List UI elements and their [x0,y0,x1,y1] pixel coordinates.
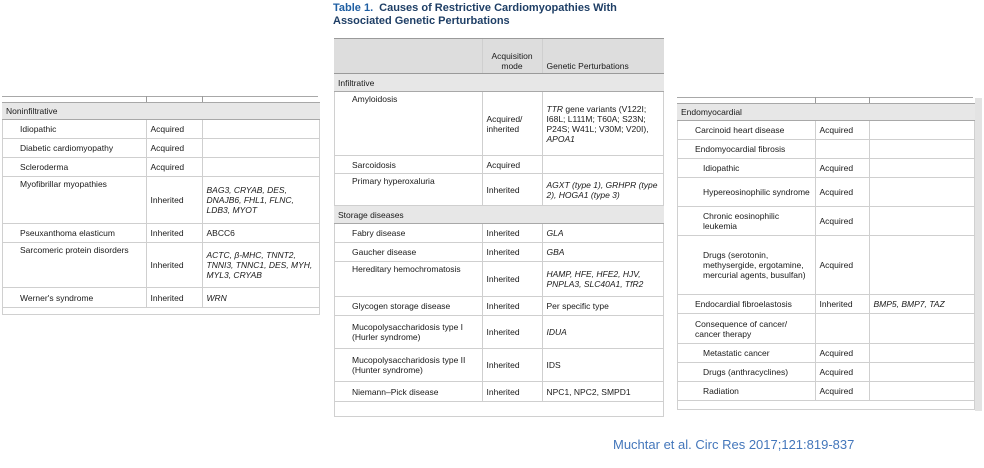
genetic-perturbations: ABCC6 [202,224,320,243]
disease-name: Carcinoid heart disease [677,121,815,140]
genetic-perturbations: Per specific type [542,297,664,316]
disease-name: Scleroderma [2,158,146,177]
table-number: Table 1. [333,2,374,14]
disease-name: Amyloidosis [334,92,482,156]
genetic-perturbations: ACTC, β-MHC, TNNT2, TNNI3, TNNC1, DES, MYH, MYL3, CRYAB [202,243,320,288]
table-row [334,297,664,316]
table-row [677,236,975,295]
acquisition-mode: Acquired [815,344,869,363]
disease-name: Idiopathic [677,159,815,178]
gene-ttr: TTR [546,103,564,114]
table-row [2,139,320,158]
acquisition-mode: Inherited [482,262,542,297]
genetic-perturbations: WRN [202,288,320,308]
genetic-perturbations [869,121,975,140]
table-row [2,288,320,308]
left-table [2,102,320,308]
disease-name: Idiopathic [2,120,146,139]
acquisition-mode: Inherited [146,177,202,224]
genetic-perturbations [202,158,320,177]
table-row [334,174,664,206]
genetic-perturbations [869,140,975,159]
genetic-perturbations [869,344,975,363]
left-table-top-rule [2,96,318,97]
acquisition-mode: Acquired [815,207,869,236]
acquisition-mode: Inherited [482,243,542,262]
genetic-perturbations: GLA [542,224,664,243]
section-row [334,74,664,92]
table-row [334,316,664,349]
disease-name: Primary hyperoxaluria [334,174,482,206]
genetic-perturbations: BMP5, BMP7, TAZ [869,295,975,314]
right-table-top-rule [677,97,973,98]
header-genetic-perturbations: Genetic Perturbations [542,39,664,74]
table-row [334,382,664,402]
table-row [677,121,975,140]
disease-name: Pseuxanthoma elasticum [2,224,146,243]
genetic-perturbations [869,363,975,382]
genetic-perturbations [869,159,975,178]
genetic-perturbations [869,178,975,207]
header-acquisition-mode: Acquisition mode [482,39,542,74]
section-row [334,206,664,224]
acquisition-mode: Inherited [482,174,542,206]
genetic-perturbations [542,92,664,156]
acquisition-mode: Acquired/ inherited [482,92,542,156]
genetic-perturbations: AGXT (type 1), GRHPR (type 2), HOGA1 (type 3) [542,174,664,206]
table-row [677,295,975,314]
disease-name: Drugs (serotonin, methysergide, ergotamine, mercurial agents, busulfan) [677,236,815,295]
genetic-perturbations [869,207,975,236]
acquisition-mode: Inherited [482,297,542,316]
disease-name: Endomyocardial fibrosis [677,140,815,159]
disease-name: Mucopolysaccharidosis type II (Hunter syndrome) [334,349,482,382]
table-row [334,262,664,297]
vertical-scrollbar[interactable] [975,98,982,411]
acquisition-mode: Inherited [482,224,542,243]
disease-name: Glycogen storage disease [334,297,482,316]
section-title: Storage diseases [334,206,664,224]
disease-name: Werner's syndrome [2,288,146,308]
table-row [677,140,975,159]
acquisition-mode: Inherited [482,316,542,349]
disease-name: Drugs (anthracyclines) [677,363,815,382]
disease-name: Hypereosinophilic syndrome [677,178,815,207]
table-row [677,207,975,236]
table-row [2,120,320,139]
genetic-perturbations: HAMP, HFE, HFE2, HJV, PNPLA3, SLC40A1, TfR2 [542,262,664,297]
acquisition-mode: Acquired [815,363,869,382]
acquisition-mode [815,140,869,159]
acquisition-mode: Inherited [146,288,202,308]
genetic-perturbations [542,156,664,174]
table-row [334,349,664,382]
disease-name: Endocardial fibroelastosis [677,295,815,314]
disease-name: Diabetic cardiomyopathy [2,139,146,158]
table-row [334,243,664,262]
table-row [677,382,975,401]
citation: Muchtar et al. Circ Res 2017;121:819-837 [613,437,855,452]
genetic-perturbations [202,139,320,158]
right-table [677,103,975,401]
disease-name: Gaucher disease [334,243,482,262]
acquisition-mode: Acquired [482,156,542,174]
acquisition-mode [815,314,869,344]
middle-table [334,38,664,402]
header-disease [334,39,482,74]
table-row [677,159,975,178]
disease-name: Metastatic cancer [677,344,815,363]
table-row [334,92,664,156]
genetic-perturbations: BAG3, CRYAB, DES, DNAJB6, FHL1, FLNC, LDB3, MYOT [202,177,320,224]
gene-apoa1: APOA1 [546,133,575,144]
acquisition-mode: Acquired [815,236,869,295]
acquisition-mode: Inherited [146,243,202,288]
disease-name: Consequence of cancer/ cancer therapy [677,314,815,344]
table-row [677,344,975,363]
acquisition-mode: Inherited [815,295,869,314]
acquisition-mode: Inherited [482,382,542,402]
genetic-perturbations: GBA [542,243,664,262]
disease-name: Sarcomeric protein disorders [2,243,146,288]
table-row [2,177,320,224]
disease-name: Radiation [677,382,815,401]
acquisition-mode: Acquired [146,158,202,177]
genetic-perturbations: IDUA [542,316,664,349]
acquisition-mode: Acquired [815,178,869,207]
acquisition-mode: Acquired [815,121,869,140]
table-row [334,224,664,243]
disease-name: Chronic eosinophilic leukemia [677,207,815,236]
disease-name: Fabry disease [334,224,482,243]
table-caption: Causes of Restrictive Cardiomyopathies With Associated Genetic Perturbations [333,2,617,27]
disease-name: Hereditary hemochromatosis [334,262,482,297]
acquisition-mode: Inherited [482,349,542,382]
genetic-perturbations: NPC1, NPC2, SMPD1 [542,382,664,402]
section-row [2,103,320,120]
genetic-perturbations: IDS [542,349,664,382]
gene-variants: gene variants (V122I; I68L; L111M; T60A; S23N; P24S; W41L; V30M; V20I), [546,103,649,134]
table-row [677,178,975,207]
table-row [2,224,320,243]
acquisition-mode: Inherited [146,224,202,243]
table-row [2,243,320,288]
genetic-perturbations [869,236,975,295]
section-title: Noninfiltrative [2,103,320,120]
table-title [333,2,663,28]
section-title: Endomyocardial [677,104,975,121]
acquisition-mode: Acquired [815,159,869,178]
genetic-perturbations [869,314,975,344]
disease-name: Myofibrillar myopathies [2,177,146,224]
section-row [677,104,975,121]
acquisition-mode: Acquired [146,120,202,139]
genetic-perturbations [869,382,975,401]
table-row [677,363,975,382]
table-row [677,314,975,344]
table-row [334,156,664,174]
disease-name: Niemann–Pick disease [334,382,482,402]
acquisition-mode: Acquired [146,139,202,158]
disease-name: Sarcoidosis [334,156,482,174]
table-row [2,158,320,177]
header-row [334,39,664,74]
acquisition-mode: Acquired [815,382,869,401]
section-title: Infiltrative [334,74,664,92]
genetic-perturbations [202,120,320,139]
disease-name: Mucopolysaccharidosis type I (Hurler syndrome) [334,316,482,349]
